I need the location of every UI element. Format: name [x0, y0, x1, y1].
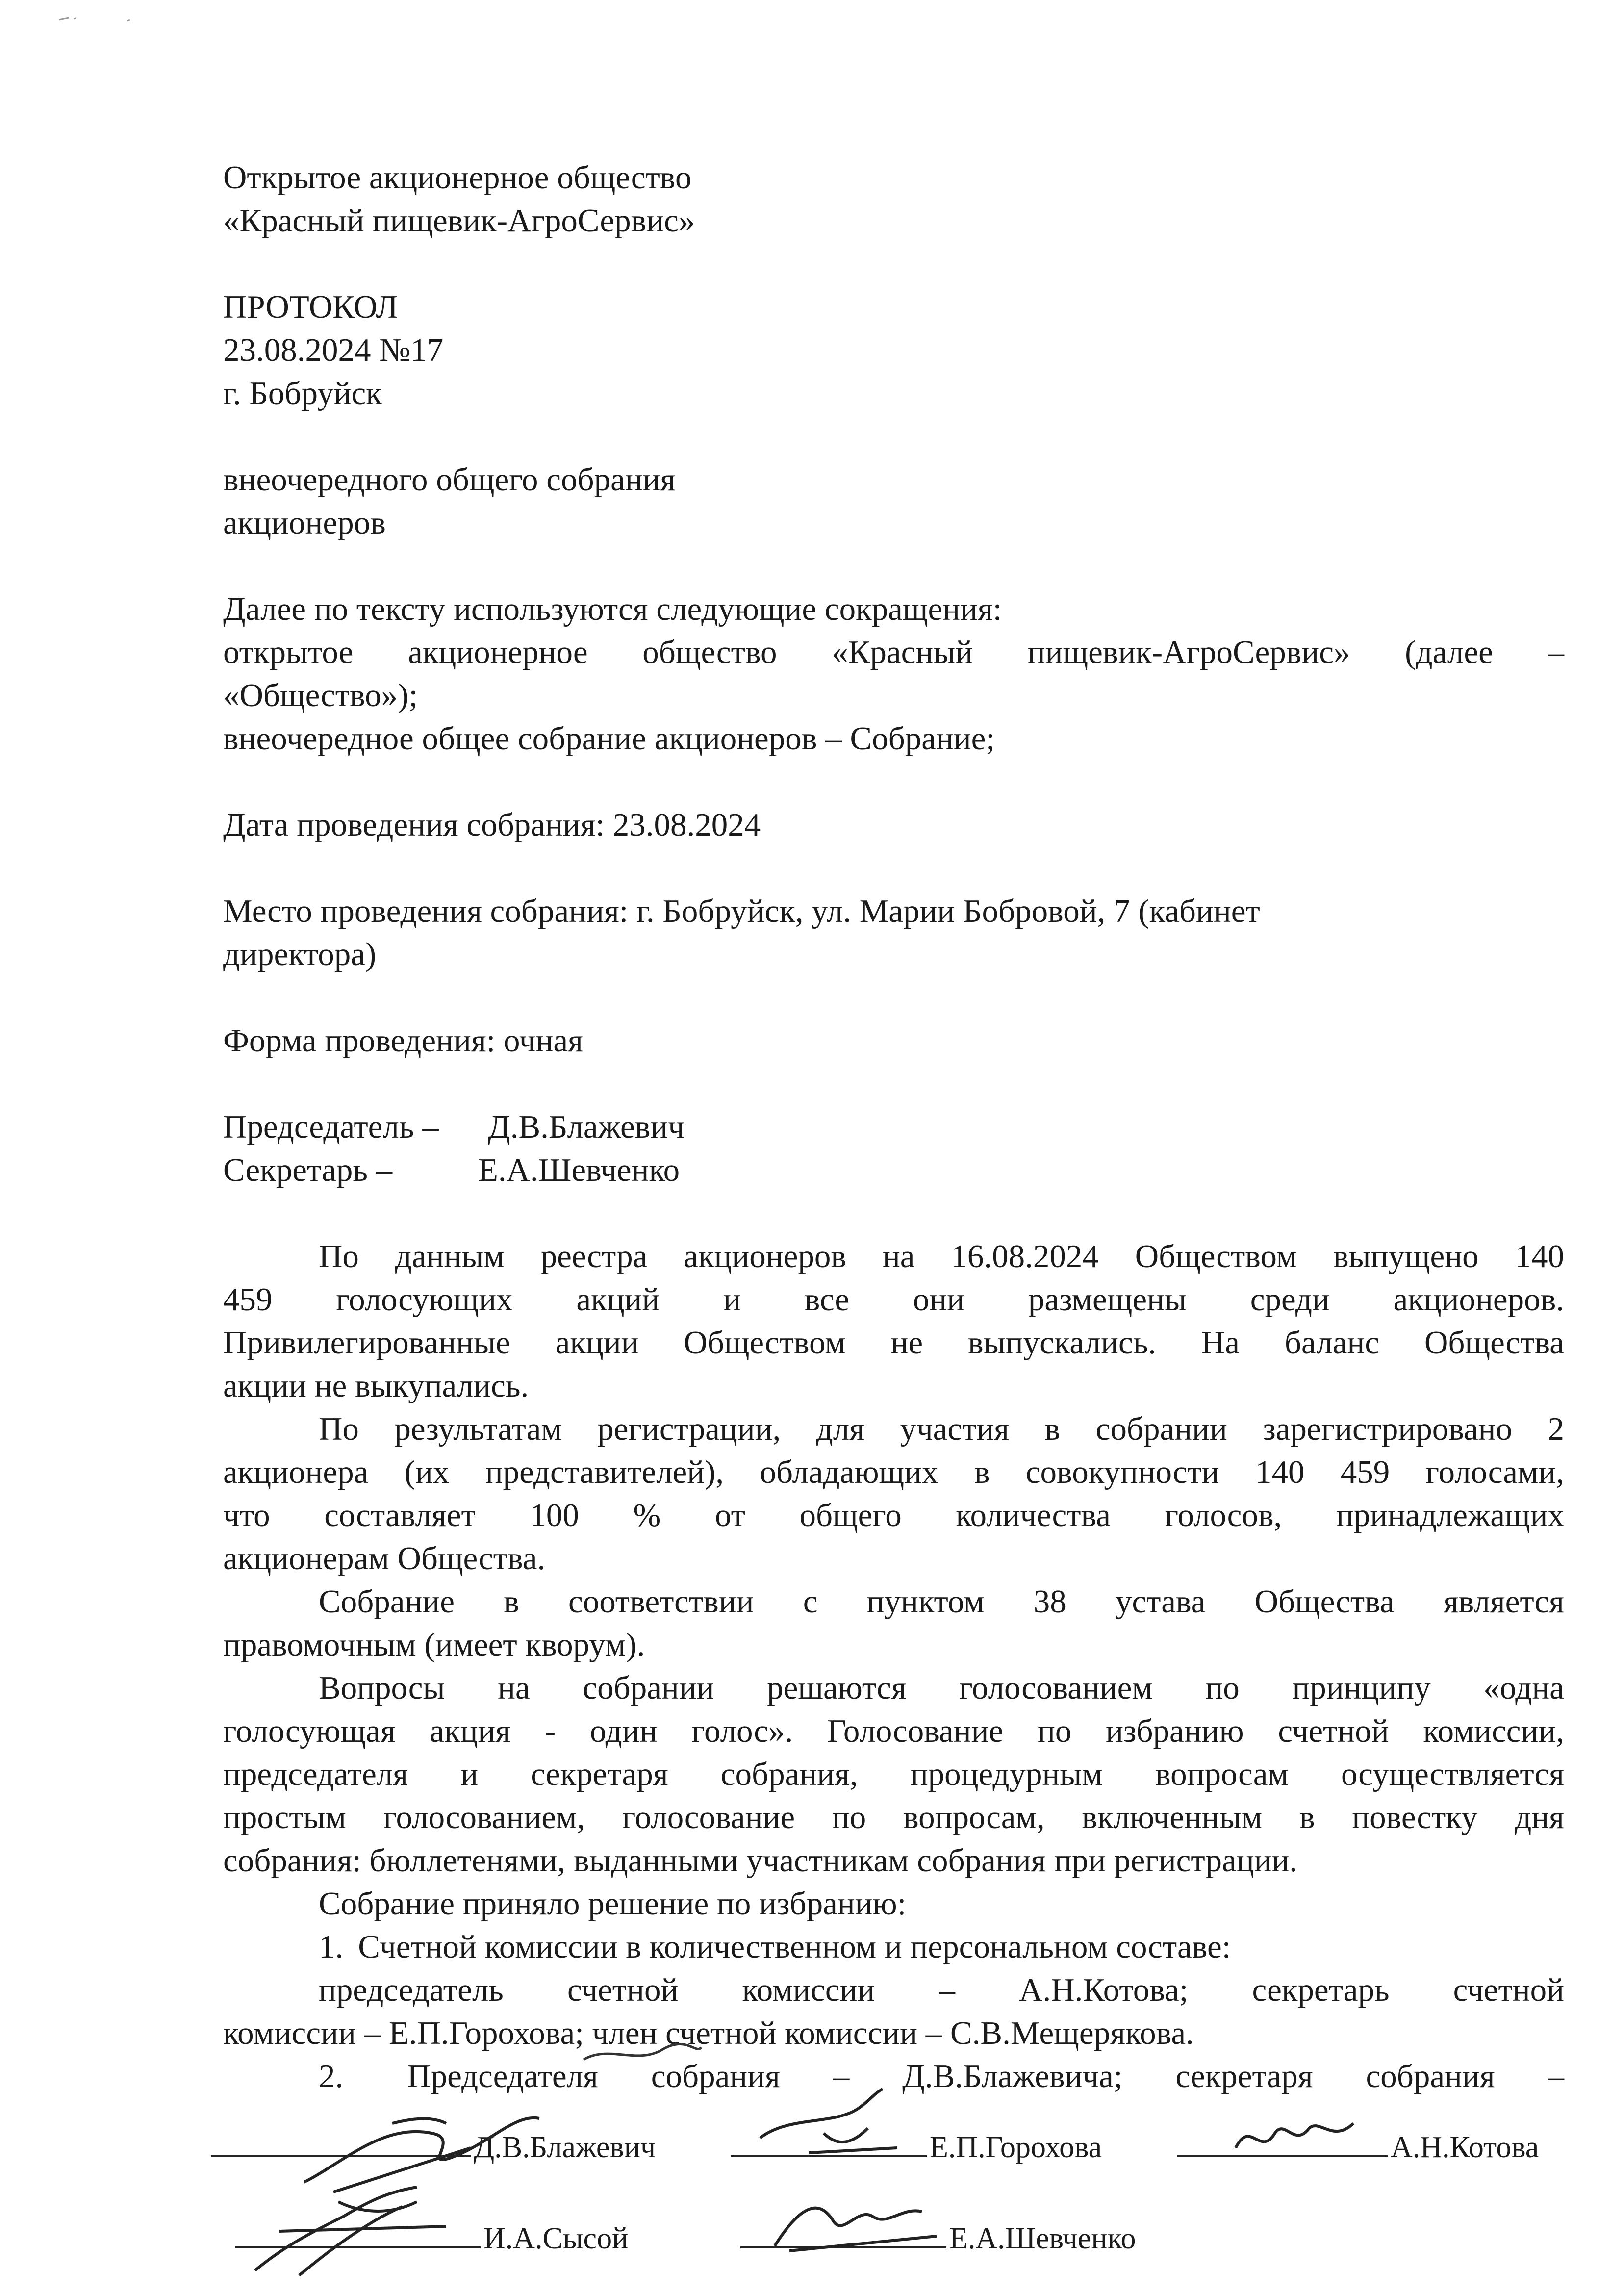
paragraph-4-line3: председателя и секретаря собрания, процедурным вопросам осуществляется: [223, 1756, 1564, 1792]
paragraph-3-line2: правомочным (имеет кворум).: [223, 1627, 645, 1663]
meeting-place-line2: директора): [223, 936, 377, 972]
abbreviations-intro: Далее по тексту используются следующие сокращения:: [223, 591, 1002, 627]
secretary-row: [223, 1148, 1564, 1192]
decision-item-2: [223, 2055, 1564, 2098]
signature-name: И.А.Сысой: [483, 2222, 629, 2255]
document-date-number: 23.08.2024 №17: [223, 332, 444, 368]
paragraph-1-line2: 459 голосующих акций и все они размещены среди акционеров.: [223, 1281, 1564, 1318]
decision-item-2-number: 2.: [319, 2058, 344, 2094]
organization-name-line1: Открытое акционерное общество: [223, 159, 692, 196]
signature-name: Е.А.Шевченко: [949, 2222, 1136, 2255]
document-subject-line2: акционеров: [223, 505, 386, 541]
decision-item-1-detail-line2: комиссии – Е.П.Горохова; член счетной комиссии – С.В.Мещерякова.: [223, 2015, 1194, 2051]
secretary-label: Секретарь –: [223, 1152, 393, 1188]
meeting-form: Форма проведения: очная: [223, 1022, 583, 1059]
decision-item-1-text: Счетной комиссии в количественном и персональном составе:: [358, 1929, 1231, 1965]
secretary-name: Е.А.Шевченко: [478, 1152, 680, 1188]
paragraph-3-line1: Собрание в соответствии с пунктом 38 устава Общества является: [319, 1583, 1564, 1620]
chairman-name: Д.В.Блажевич: [488, 1109, 685, 1145]
scan-artifact: [54, 11, 152, 25]
document-subject-line1: внеочередного общего собрания: [223, 461, 676, 498]
paragraph-4-line4: простым голосованием, голосование по вопросам, включенным в повестку дня: [223, 1799, 1564, 1835]
signature-shevchenko: [740, 2221, 1136, 2256]
paragraph-1-line4: акции не выкупались.: [223, 1368, 529, 1404]
document-type: ПРОТОКОЛ: [223, 289, 398, 325]
abbreviation-item1-line2: «Общество»);: [223, 677, 418, 714]
paragraph-1-line3: Привилегированные акции Обществом не выпускались. На баланс Общества: [223, 1325, 1564, 1361]
abbreviation-item1-line1: открытое акционерное общество «Красный пищевик-АгроСервис» (далее –: [223, 634, 1564, 670]
document-city: г. Бобруйск: [223, 375, 382, 411]
paragraph-4-line1: Вопросы на собрании решаются голосованием по принципу «одна: [319, 1670, 1564, 1706]
paragraph-2-line3: что составляет 100 % от общего количества голосов, принадлежащих: [223, 1497, 1564, 1533]
signature-sysoy: [235, 2221, 628, 2256]
signature-gorokhova: [731, 2130, 1102, 2165]
signature-name: Е.П.Горохова: [930, 2131, 1102, 2164]
paragraph-4-line5: собрания: бюллетенями, выданными участникам собрания при регистрации.: [223, 1842, 1298, 1879]
paragraph-4-line2: голосующая акция - один голос». Голосование по избранию счетной комиссии,: [223, 1713, 1564, 1749]
paragraph-1-line1: По данным реестра акционеров на 16.08.2024 Обществом выпущено 140: [319, 1238, 1564, 1274]
chairman-label: Председатель –: [223, 1109, 439, 1145]
decision-item-2-text: Председателя собрания – Д.В.Блажевича; секретаря собрания –: [407, 2058, 1564, 2094]
signature-kotova: [1177, 2130, 1539, 2165]
signature-name: А.Н.Котова: [1391, 2131, 1539, 2164]
document-body: [223, 156, 1564, 2098]
signature-name: Д.В.Блажевич: [474, 2131, 656, 2164]
paragraph-2-line4: акционерам Общества.: [223, 1540, 546, 1577]
decision-item-1-number: 1.: [319, 1929, 344, 1965]
paragraph-2-line2: акционера (их представителей), обладающих в совокупности 140 459 голосами,: [223, 1454, 1564, 1490]
meeting-place-line1: Место проведения собрания: г. Бобруйск, ул. Марии Бобровой, 7 (кабинет: [223, 893, 1260, 929]
signatures-block: [211, 2104, 1584, 2290]
abbreviation-item2: внеочередное общее собрание акционеров – Собрание;: [223, 720, 995, 757]
organization-name-line2: «Красный пищевик-АгроСервис»: [223, 203, 695, 239]
decision-item-1: [223, 1925, 1564, 1968]
meeting-date: Дата проведения собрания: 23.08.2024: [223, 807, 761, 843]
paragraph-5: Собрание приняло решение по избранию:: [319, 1886, 907, 1922]
signature-blazhevich: [211, 2130, 656, 2165]
paragraph-2-line1: По результатам регистрации, для участия в собрании зарегистрировано 2: [319, 1411, 1564, 1447]
decision-item-1-detail-line1: председатель счетной комиссии – А.Н.Котова; секретарь счетной: [319, 1972, 1564, 2008]
chairman-row: [223, 1105, 1564, 1148]
